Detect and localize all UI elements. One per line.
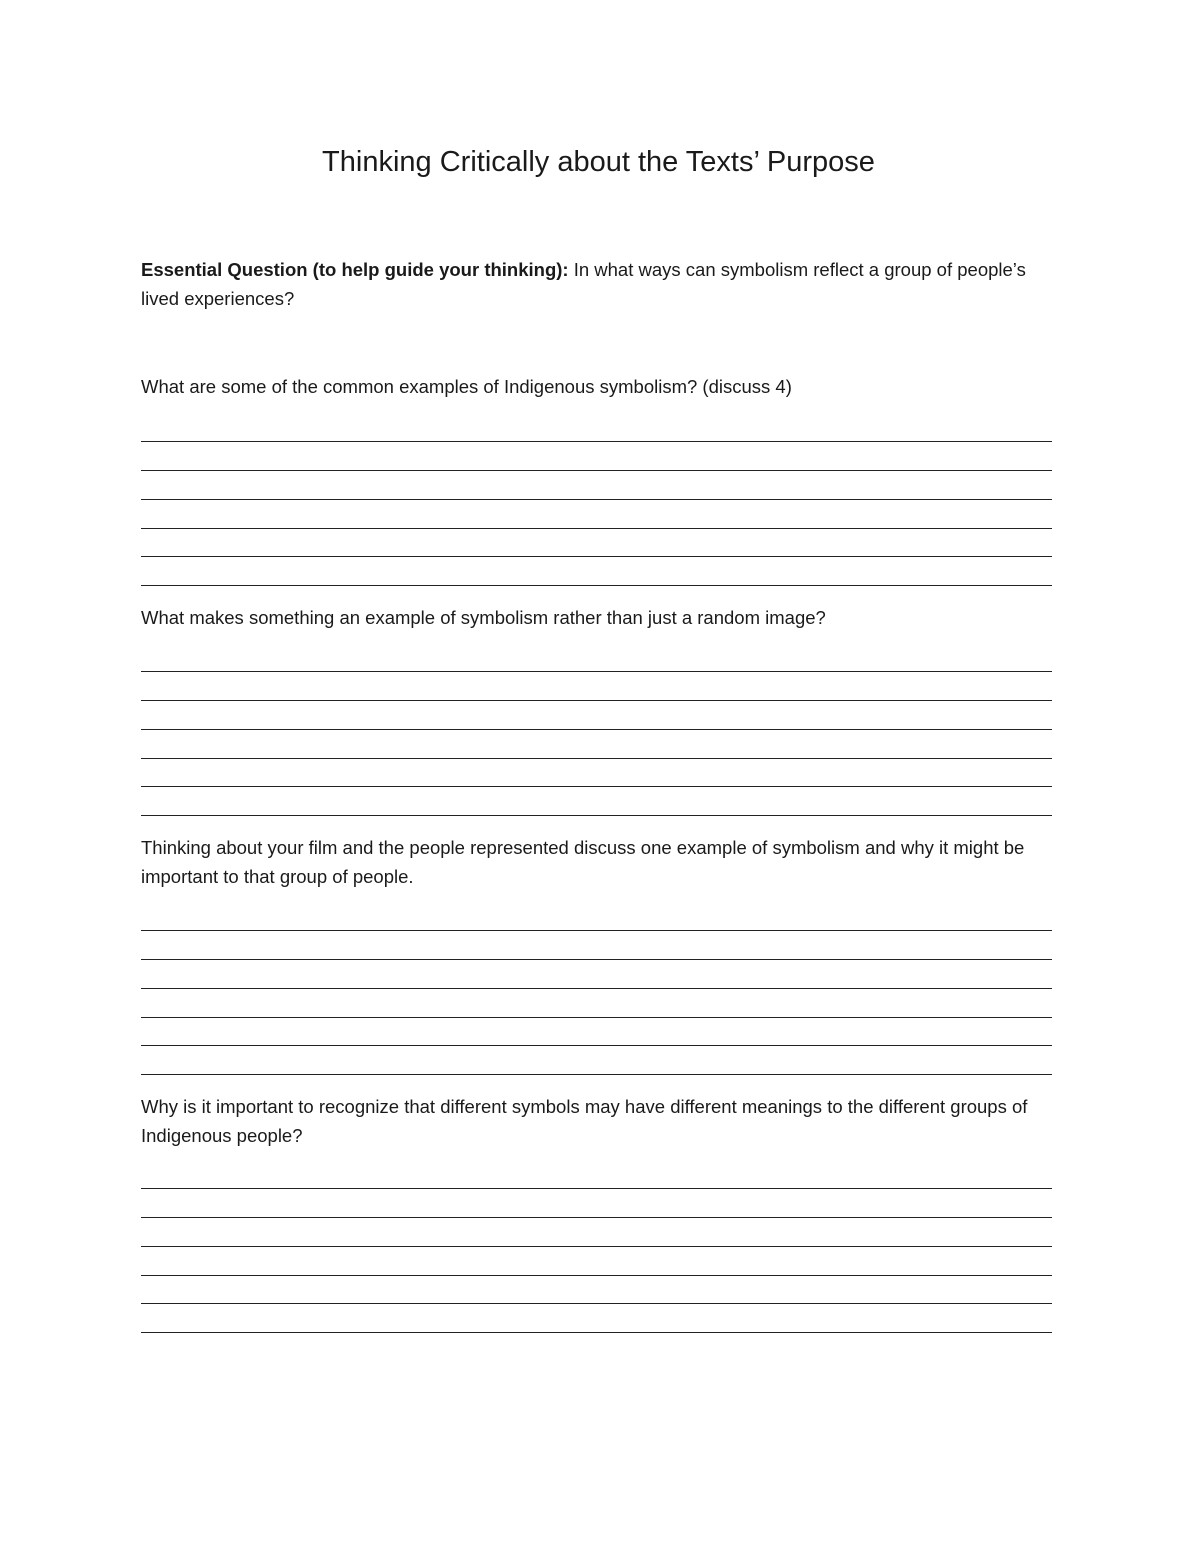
answer-line[interactable] (141, 989, 1052, 1018)
answer-line[interactable] (141, 1218, 1052, 1247)
question-2: What makes something an example of symbolism rather than just a random image? (141, 607, 826, 628)
essential-question-text: In what ways can symbolism reflect a group of people’s lived experiences? (141, 259, 1026, 309)
answer-line[interactable] (141, 413, 1052, 442)
answer-line[interactable] (141, 672, 1052, 701)
answer-lines-2[interactable] (141, 643, 1052, 816)
answer-line[interactable] (141, 931, 1052, 960)
answer-line[interactable] (141, 1304, 1052, 1333)
answer-line[interactable] (141, 471, 1052, 500)
answer-line[interactable] (141, 529, 1052, 558)
answer-line[interactable] (141, 1247, 1052, 1276)
answer-line[interactable] (141, 1189, 1052, 1218)
answer-line[interactable] (141, 902, 1052, 931)
answer-line[interactable] (141, 1018, 1052, 1047)
answer-line[interactable] (141, 759, 1052, 788)
answer-line[interactable] (141, 701, 1052, 730)
answer-line[interactable] (141, 1046, 1052, 1075)
answer-line[interactable] (141, 500, 1052, 529)
answer-line[interactable] (141, 643, 1052, 672)
answer-line[interactable] (141, 730, 1052, 759)
essential-question-label: Essential Question (to help guide your thinking): (141, 259, 569, 280)
essential-question (141, 255, 1056, 313)
answer-lines-1[interactable] (141, 413, 1052, 586)
question-1: What are some of the common examples of Indigenous symbolism? (discuss 4) (141, 376, 792, 397)
answer-line[interactable] (141, 557, 1052, 586)
question-4: Why is it important to recognize that different symbols may have different meanings to the different groups of Indigenous people? (141, 1096, 1028, 1146)
answer-line[interactable] (141, 1276, 1052, 1305)
answer-line[interactable] (141, 960, 1052, 989)
answer-line[interactable] (141, 442, 1052, 471)
answer-line[interactable] (141, 787, 1052, 816)
answer-line[interactable] (141, 1160, 1052, 1189)
answer-lines-4[interactable] (141, 1160, 1052, 1333)
answer-lines-3[interactable] (141, 902, 1052, 1075)
question-3: Thinking about your film and the people represented discuss one example of symbolism and why it might be important to that group of people. (141, 837, 1025, 887)
page-title: Thinking Critically about the Texts’ Purpose (322, 146, 875, 178)
